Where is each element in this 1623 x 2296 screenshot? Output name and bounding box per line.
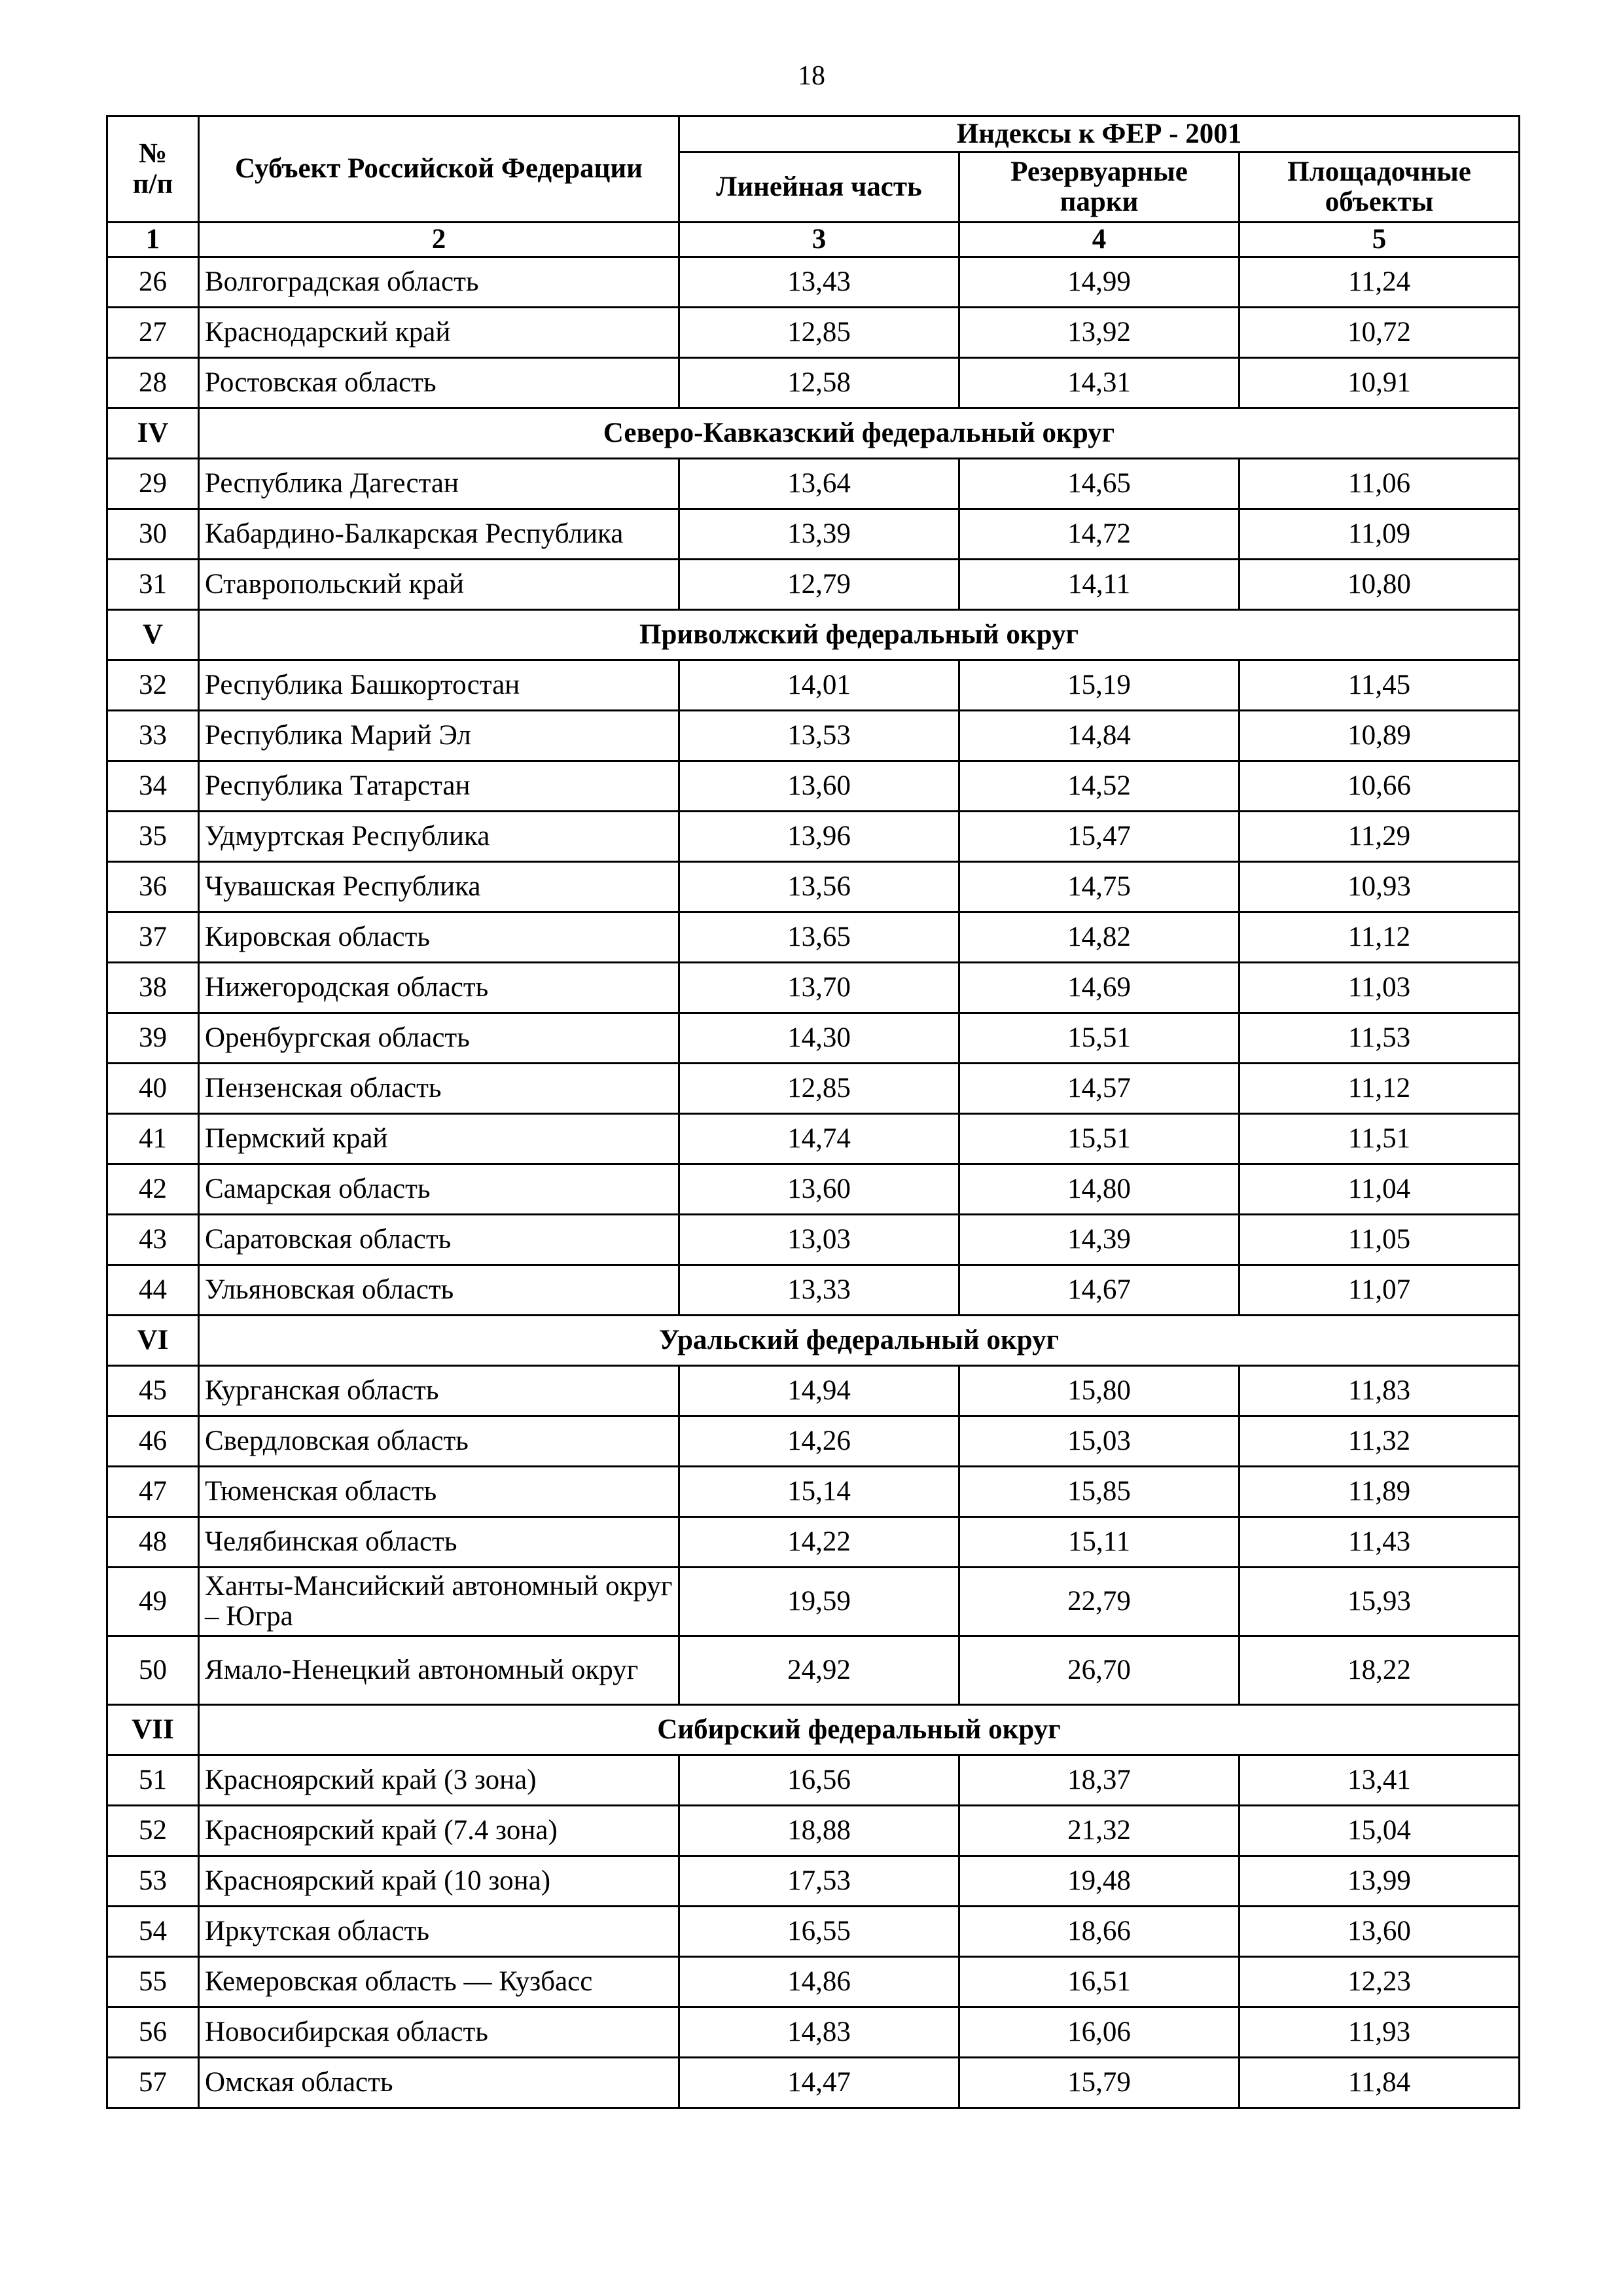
header-col-number-1: 1 bbox=[107, 223, 199, 257]
table-row bbox=[107, 1636, 1520, 1705]
site-objects-index: 11,53 bbox=[1240, 1013, 1520, 1064]
subject-name: Ростовская область bbox=[199, 358, 679, 408]
reservoir-parks-index: 13,92 bbox=[959, 308, 1240, 358]
row-number: 26 bbox=[107, 257, 199, 308]
reservoir-parks-index: 22,79 bbox=[959, 1568, 1240, 1636]
site-objects-index: 10,80 bbox=[1240, 560, 1520, 610]
subject-name: Чувашская Республика bbox=[199, 862, 679, 912]
linear-part-index: 14,30 bbox=[679, 1013, 959, 1064]
section-title: Северо-Кавказский федеральный округ bbox=[199, 408, 1520, 459]
site-objects-index: 11,45 bbox=[1240, 660, 1520, 711]
linear-part-index: 12,85 bbox=[679, 1064, 959, 1114]
subject-name: Удмуртская Республика bbox=[199, 812, 679, 862]
linear-part-index: 18,88 bbox=[679, 1806, 959, 1856]
row-number: 49 bbox=[107, 1568, 199, 1636]
linear-part-index: 14,26 bbox=[679, 1416, 959, 1467]
row-number: 41 bbox=[107, 1114, 199, 1164]
linear-part-index: 14,94 bbox=[679, 1366, 959, 1416]
subject-name: Саратовская область bbox=[199, 1215, 679, 1265]
site-objects-index: 11,83 bbox=[1240, 1366, 1520, 1416]
table-row bbox=[107, 711, 1520, 761]
linear-part-index: 24,92 bbox=[679, 1636, 959, 1705]
header-number: № п/п bbox=[107, 117, 199, 223]
subject-name: Кировская область bbox=[199, 912, 679, 963]
row-number: 44 bbox=[107, 1265, 199, 1316]
row-number: 46 bbox=[107, 1416, 199, 1467]
site-objects-index: 10,66 bbox=[1240, 761, 1520, 812]
table-row bbox=[107, 1265, 1520, 1316]
reservoir-parks-index: 14,72 bbox=[959, 509, 1240, 560]
row-number: 51 bbox=[107, 1755, 199, 1806]
site-objects-index: 11,09 bbox=[1240, 509, 1520, 560]
linear-part-index: 12,79 bbox=[679, 560, 959, 610]
site-objects-index: 18,22 bbox=[1240, 1636, 1520, 1705]
subject-name: Омская область bbox=[199, 2058, 679, 2108]
table-row bbox=[107, 1114, 1520, 1164]
table-row bbox=[107, 358, 1520, 408]
table-row bbox=[107, 1215, 1520, 1265]
reservoir-parks-index: 14,11 bbox=[959, 560, 1240, 610]
reservoir-parks-index: 15,51 bbox=[959, 1013, 1240, 1064]
section-row bbox=[107, 1705, 1520, 1755]
table-row bbox=[107, 862, 1520, 912]
table-row bbox=[107, 560, 1520, 610]
subject-name: Нижегородская область bbox=[199, 963, 679, 1013]
site-objects-index: 11,04 bbox=[1240, 1164, 1520, 1215]
row-number: 35 bbox=[107, 812, 199, 862]
header-subject: Субъект Российской Федерации bbox=[199, 117, 679, 223]
site-objects-index: 11,93 bbox=[1240, 2007, 1520, 2058]
reservoir-parks-index: 26,70 bbox=[959, 1636, 1240, 1705]
row-number: 29 bbox=[107, 459, 199, 509]
row-number: 39 bbox=[107, 1013, 199, 1064]
row-number: 37 bbox=[107, 912, 199, 963]
row-number: 45 bbox=[107, 1366, 199, 1416]
row-number: 55 bbox=[107, 1957, 199, 2007]
reservoir-parks-index: 14,75 bbox=[959, 862, 1240, 912]
site-objects-index: 11,06 bbox=[1240, 459, 1520, 509]
linear-part-index: 14,01 bbox=[679, 660, 959, 711]
row-number: 32 bbox=[107, 660, 199, 711]
table-row bbox=[107, 1856, 1520, 1907]
row-number: 47 bbox=[107, 1467, 199, 1517]
row-number: 30 bbox=[107, 509, 199, 560]
subject-name: Самарская область bbox=[199, 1164, 679, 1215]
reservoir-parks-index: 14,82 bbox=[959, 912, 1240, 963]
linear-part-index: 12,85 bbox=[679, 308, 959, 358]
site-objects-index: 15,04 bbox=[1240, 1806, 1520, 1856]
table-row bbox=[107, 2058, 1520, 2108]
table-row bbox=[107, 459, 1520, 509]
subject-name: Красноярский край (7.4 зона) bbox=[199, 1806, 679, 1856]
table-row bbox=[107, 1013, 1520, 1064]
linear-part-index: 14,74 bbox=[679, 1114, 959, 1164]
table-row bbox=[107, 761, 1520, 812]
section-title: Приволжский федеральный округ bbox=[199, 610, 1520, 660]
linear-part-index: 13,33 bbox=[679, 1265, 959, 1316]
subject-name: Республика Татарстан bbox=[199, 761, 679, 812]
table-row bbox=[107, 257, 1520, 308]
linear-part-index: 13,56 bbox=[679, 862, 959, 912]
site-objects-index: 13,99 bbox=[1240, 1856, 1520, 1907]
reservoir-parks-index: 14,80 bbox=[959, 1164, 1240, 1215]
reservoir-parks-index: 14,67 bbox=[959, 1265, 1240, 1316]
row-number: 36 bbox=[107, 862, 199, 912]
site-objects-index: 10,91 bbox=[1240, 358, 1520, 408]
section-title: Уральский федеральный округ bbox=[199, 1316, 1520, 1366]
subject-name: Ставропольский край bbox=[199, 560, 679, 610]
row-number: 50 bbox=[107, 1636, 199, 1705]
reservoir-parks-index: 18,37 bbox=[959, 1755, 1240, 1806]
table-row bbox=[107, 1568, 1520, 1636]
table-row bbox=[107, 308, 1520, 358]
site-objects-index: 11,84 bbox=[1240, 2058, 1520, 2108]
row-number: 48 bbox=[107, 1517, 199, 1568]
table-row bbox=[107, 1755, 1520, 1806]
row-number: 57 bbox=[107, 2058, 199, 2108]
site-objects-index: 11,03 bbox=[1240, 963, 1520, 1013]
linear-part-index: 14,83 bbox=[679, 2007, 959, 2058]
row-number: 40 bbox=[107, 1064, 199, 1114]
site-objects-index: 11,12 bbox=[1240, 912, 1520, 963]
row-number: 31 bbox=[107, 560, 199, 610]
header-col-number-3: 3 bbox=[679, 223, 959, 257]
subject-name: Оренбургская область bbox=[199, 1013, 679, 1064]
header-reservoir-parks: Резервуарные парки bbox=[959, 152, 1240, 223]
table-row bbox=[107, 660, 1520, 711]
linear-part-index: 13,43 bbox=[679, 257, 959, 308]
row-number: 28 bbox=[107, 358, 199, 408]
table-row bbox=[107, 912, 1520, 963]
site-objects-index: 11,24 bbox=[1240, 257, 1520, 308]
reservoir-parks-index: 14,69 bbox=[959, 963, 1240, 1013]
subject-name: Новосибирская область bbox=[199, 2007, 679, 2058]
linear-part-index: 13,64 bbox=[679, 459, 959, 509]
subject-name: Республика Дагестан bbox=[199, 459, 679, 509]
subject-name: Красноярский край (3 зона) bbox=[199, 1755, 679, 1806]
subject-name: Пермский край bbox=[199, 1114, 679, 1164]
site-objects-index: 12,23 bbox=[1240, 1957, 1520, 2007]
linear-part-index: 13,70 bbox=[679, 963, 959, 1013]
reservoir-parks-index: 15,85 bbox=[959, 1467, 1240, 1517]
row-number: 38 bbox=[107, 963, 199, 1013]
subject-name: Ульяновская область bbox=[199, 1265, 679, 1316]
header-col-number-5: 5 bbox=[1240, 223, 1520, 257]
reservoir-parks-index: 19,48 bbox=[959, 1856, 1240, 1907]
linear-part-index: 14,22 bbox=[679, 1517, 959, 1568]
site-objects-index: 13,60 bbox=[1240, 1907, 1520, 1957]
linear-part-index: 13,39 bbox=[679, 509, 959, 560]
reservoir-parks-index: 15,47 bbox=[959, 812, 1240, 862]
table-row bbox=[107, 1164, 1520, 1215]
reservoir-parks-index: 16,06 bbox=[959, 2007, 1240, 2058]
row-number: 42 bbox=[107, 1164, 199, 1215]
table-row bbox=[107, 1907, 1520, 1957]
subject-name: Свердловская область bbox=[199, 1416, 679, 1467]
reservoir-parks-index: 14,57 bbox=[959, 1064, 1240, 1114]
site-objects-index: 11,43 bbox=[1240, 1517, 1520, 1568]
site-objects-index: 10,89 bbox=[1240, 711, 1520, 761]
site-objects-index: 11,29 bbox=[1240, 812, 1520, 862]
site-objects-index: 11,89 bbox=[1240, 1467, 1520, 1517]
subject-name: Республика Марий Эл bbox=[199, 711, 679, 761]
section-number: VI bbox=[107, 1316, 199, 1366]
section-row bbox=[107, 408, 1520, 459]
linear-part-index: 15,14 bbox=[679, 1467, 959, 1517]
section-number: VII bbox=[107, 1705, 199, 1755]
table-row bbox=[107, 1366, 1520, 1416]
table-row bbox=[107, 2007, 1520, 2058]
row-number: 43 bbox=[107, 1215, 199, 1265]
subject-name: Иркутская область bbox=[199, 1907, 679, 1957]
linear-part-index: 17,53 bbox=[679, 1856, 959, 1907]
header-linear-part: Линейная часть bbox=[679, 152, 959, 223]
row-number: 27 bbox=[107, 308, 199, 358]
linear-part-index: 13,03 bbox=[679, 1215, 959, 1265]
linear-part-index: 13,96 bbox=[679, 812, 959, 862]
site-objects-index: 11,51 bbox=[1240, 1114, 1520, 1164]
header-col-number-2: 2 bbox=[199, 223, 679, 257]
reservoir-parks-index: 15,80 bbox=[959, 1366, 1240, 1416]
table-header bbox=[107, 117, 1520, 257]
linear-part-index: 13,65 bbox=[679, 912, 959, 963]
subject-name: Ямало-Ненецкий автономный округ bbox=[199, 1636, 679, 1705]
table-row bbox=[107, 1517, 1520, 1568]
table-row bbox=[107, 509, 1520, 560]
linear-part-index: 16,56 bbox=[679, 1755, 959, 1806]
section-number: IV bbox=[107, 408, 199, 459]
page-number: 18 bbox=[798, 61, 825, 91]
linear-part-index: 13,60 bbox=[679, 761, 959, 812]
linear-part-index: 12,58 bbox=[679, 358, 959, 408]
reservoir-parks-index: 15,79 bbox=[959, 2058, 1240, 2108]
site-objects-index: 11,12 bbox=[1240, 1064, 1520, 1114]
reservoir-parks-index: 14,84 bbox=[959, 711, 1240, 761]
subject-name: Республика Башкортостан bbox=[199, 660, 679, 711]
subject-name: Челябинская область bbox=[199, 1517, 679, 1568]
reservoir-parks-index: 14,99 bbox=[959, 257, 1240, 308]
table-row bbox=[107, 1806, 1520, 1856]
linear-part-index: 13,60 bbox=[679, 1164, 959, 1215]
reservoir-parks-index: 21,32 bbox=[959, 1806, 1240, 1856]
row-number: 56 bbox=[107, 2007, 199, 2058]
header-site-objects: Площадочные объекты bbox=[1240, 152, 1520, 223]
reservoir-parks-index: 18,66 bbox=[959, 1907, 1240, 1957]
linear-part-index: 14,47 bbox=[679, 2058, 959, 2108]
table-row bbox=[107, 1064, 1520, 1114]
subject-name: Кабардино-Балкарская Республика bbox=[199, 509, 679, 560]
linear-part-index: 13,53 bbox=[679, 711, 959, 761]
site-objects-index: 11,32 bbox=[1240, 1416, 1520, 1467]
reservoir-parks-index: 15,03 bbox=[959, 1416, 1240, 1467]
row-number: 34 bbox=[107, 761, 199, 812]
reservoir-parks-index: 16,51 bbox=[959, 1957, 1240, 2007]
header-col-number-4: 4 bbox=[959, 223, 1240, 257]
table-row bbox=[107, 1416, 1520, 1467]
reservoir-parks-index: 14,39 bbox=[959, 1215, 1240, 1265]
section-title: Сибирский федеральный округ bbox=[199, 1705, 1520, 1755]
reservoir-parks-index: 15,51 bbox=[959, 1114, 1240, 1164]
subject-name: Красноярский край (10 зона) bbox=[199, 1856, 679, 1907]
site-objects-index: 13,41 bbox=[1240, 1755, 1520, 1806]
table-row bbox=[107, 1957, 1520, 2007]
linear-part-index: 16,55 bbox=[679, 1907, 959, 1957]
header-index-group: Индексы к ФЕР - 2001 bbox=[679, 117, 1520, 152]
section-row bbox=[107, 1316, 1520, 1366]
reservoir-parks-index: 15,11 bbox=[959, 1517, 1240, 1568]
table-row bbox=[107, 1467, 1520, 1517]
table-row bbox=[107, 812, 1520, 862]
subject-name: Пензенская область bbox=[199, 1064, 679, 1114]
reservoir-parks-index: 14,52 bbox=[959, 761, 1240, 812]
site-objects-index: 10,72 bbox=[1240, 308, 1520, 358]
site-objects-index: 10,93 bbox=[1240, 862, 1520, 912]
section-row bbox=[107, 610, 1520, 660]
site-objects-index: 15,93 bbox=[1240, 1568, 1520, 1636]
reservoir-parks-index: 14,65 bbox=[959, 459, 1240, 509]
subject-name: Ханты-Мансийский автономный округ – Югра bbox=[199, 1568, 679, 1636]
reservoir-parks-index: 14,31 bbox=[959, 358, 1240, 408]
subject-name: Краснодарский край bbox=[199, 308, 679, 358]
subject-name: Курганская область bbox=[199, 1366, 679, 1416]
linear-part-index: 14,86 bbox=[679, 1957, 959, 2007]
reservoir-parks-index: 15,19 bbox=[959, 660, 1240, 711]
row-number: 53 bbox=[107, 1856, 199, 1907]
site-objects-index: 11,07 bbox=[1240, 1265, 1520, 1316]
row-number: 52 bbox=[107, 1806, 199, 1856]
regional-index-table bbox=[106, 115, 1520, 2109]
site-objects-index: 11,05 bbox=[1240, 1215, 1520, 1265]
subject-name: Тюменская область bbox=[199, 1467, 679, 1517]
table-body bbox=[107, 257, 1520, 2108]
subject-name: Кемеровская область — Кузбасс bbox=[199, 1957, 679, 2007]
section-number: V bbox=[107, 610, 199, 660]
table-row bbox=[107, 963, 1520, 1013]
row-number: 54 bbox=[107, 1907, 199, 1957]
row-number: 33 bbox=[107, 711, 199, 761]
subject-name: Волгоградская область bbox=[199, 257, 679, 308]
linear-part-index: 19,59 bbox=[679, 1568, 959, 1636]
